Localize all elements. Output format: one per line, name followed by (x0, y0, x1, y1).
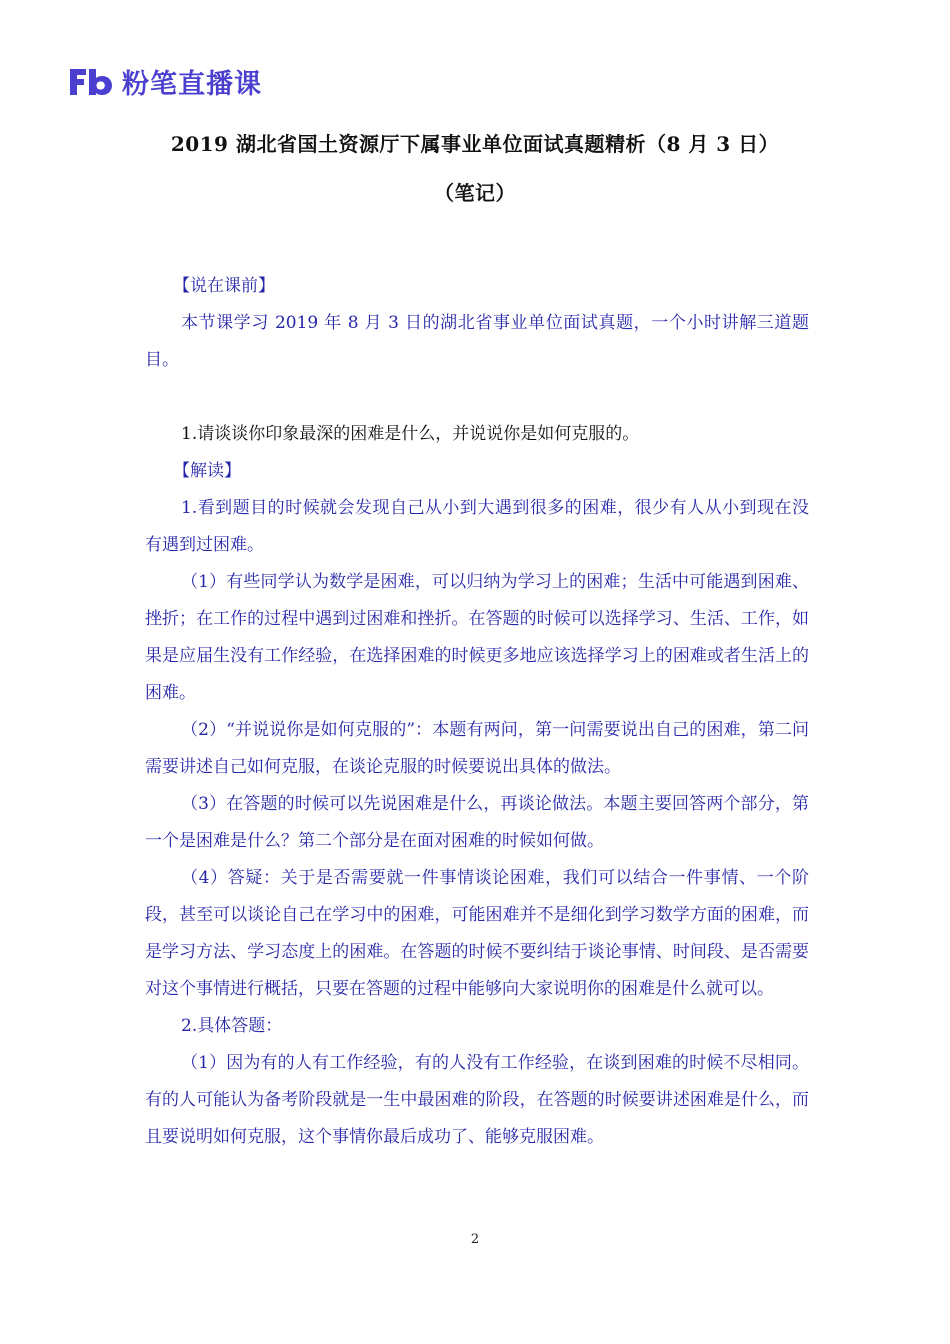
question-1: 1.请谈谈你印象最深的困难是什么，并说说你是如何克服的。 (181, 424, 640, 444)
analysis-heading: 【解读】 (173, 461, 241, 481)
document-body (145, 268, 809, 1156)
analysis-paragraph: （4）答疑：关于是否需要就一件事情谈论困难，我们可以结合一件事情、一个阶段，甚至可以谈论自己在学习中的困难，可能困难并不是细化到学习数学方面的困难，而是学习方法、学习态度上的困难。在答题的时候不要纠结于谈论事情、时间段、是否需要对这个事情进行概括，只要在答题的过程中能够向大家说明你的困难是什么就可以。 (145, 868, 809, 999)
answer-paragraph: （1）因为有的人有工作经验，有的人没有工作经验，在谈到困难的时候不尽相同。有的人可能认为备考阶段就是一生中最困难的阶段，在答题的时候要讲述困难是什么，而且要说明如何克服，这个事情你最后成功了、能够克服困难。 (145, 1053, 809, 1147)
brand-text: 粉笔直播课 (122, 69, 262, 100)
intro-paragraph: 本节课学习 2019 年 8 月 3 日的湖北省事业单位面试真题，一个小时讲解三道题目。 (145, 313, 809, 370)
intro-heading: 【说在课前】 (173, 276, 275, 296)
answer-heading: 2.具体答题： (181, 1016, 283, 1036)
document-subtitle: （笔记） (434, 181, 516, 205)
fb-logo-icon (68, 66, 114, 98)
analysis-paragraph: （3）在答题的时候可以先说困难是什么，再谈论做法。本题主要回答两个部分，第一个是困难是什么？第二个部分是在面对困难的时候如何做。 (145, 794, 809, 851)
document-title: 2019 湖北省国土资源厅下属事业单位面试真题精析（8 月 3 日） (170, 132, 780, 156)
analysis-paragraph: 1.看到题目的时候就会发现自己从小到大遇到很多的困难，很少有人从小到现在没有遇到过困难。 (145, 498, 809, 555)
analysis-paragraph: （2）“并说说你是如何克服的”：本题有两问，第一问需要说出自己的困难，第二问需要讲述自己如何克服，在谈论克服的时候要说出具体的做法。 (145, 720, 809, 777)
brand-logo (68, 62, 262, 101)
spacer (145, 379, 809, 416)
page-number: 2 (470, 1232, 480, 1247)
analysis-paragraph: （1）有些同学认为数学是困难，可以归纳为学习上的困难；生活中可能遇到困难、挫折；在工作的过程中遇到过困难和挫折。在答题的时候可以选择学习、生活、工作，如果是应届生没有工作经验，在选择困难的时候更多地应该选择学习上的困难或者生活上的困难。 (145, 572, 809, 703)
